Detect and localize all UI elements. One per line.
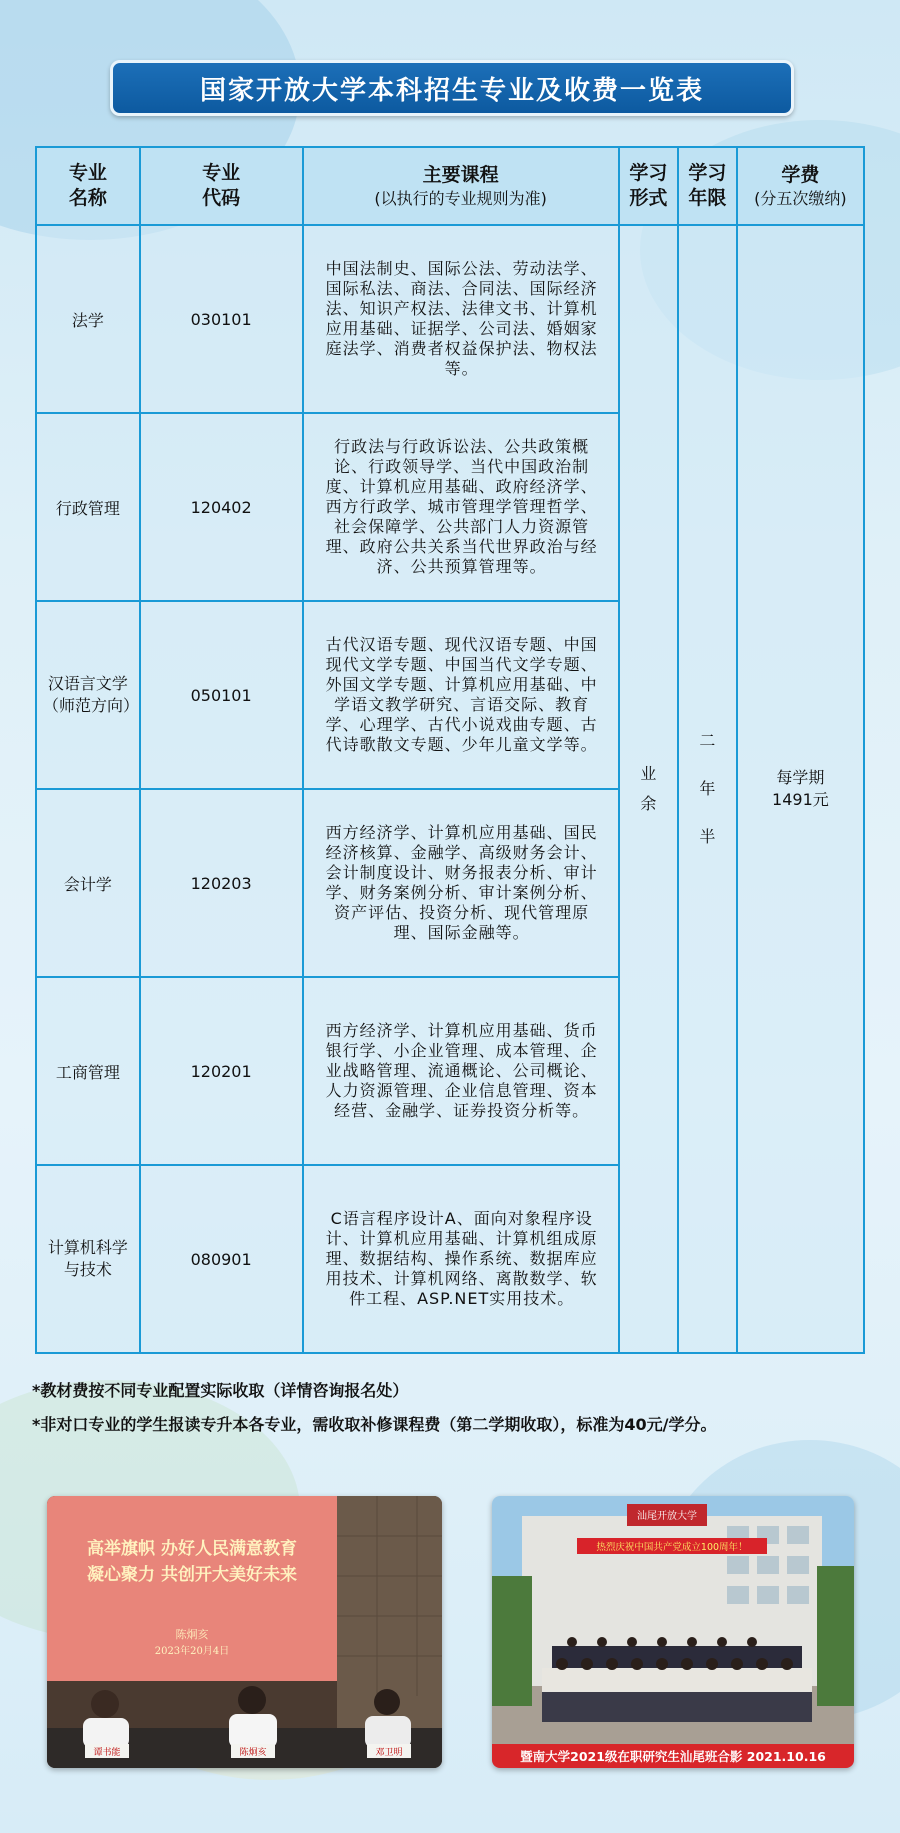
group-photo — [492, 1496, 854, 1768]
header-tuition: 学费 (分五次缴纳) — [737, 147, 864, 225]
major-code: 120203 — [140, 789, 303, 977]
header-study-duration: 学习 年限 — [678, 147, 737, 225]
study-mode-cell: 业 余 — [619, 225, 678, 1353]
meeting-photo — [47, 1496, 442, 1768]
header-study-mode: 学习 形式 — [619, 147, 678, 225]
header-major-name: 专业 名称 — [36, 147, 140, 225]
note-textbook-fee: *教材费按不同专业配置实际收取（详情咨询报名处） — [32, 1381, 409, 1400]
note-supplementary-fee: *非对口专业的学生报读专升本各专业，需收取补修课程费（第二学期收取），标准为40元/学分。 — [32, 1415, 717, 1434]
major-code: 050101 — [140, 601, 303, 789]
nameplate-3: 邓卫明 — [375, 1748, 403, 1758]
tuition-cell: 每学期 1491元 — [737, 225, 864, 1353]
screen-slogan-1: 高举旗帜 办好人民满意教育 — [87, 1539, 297, 1559]
header-main-courses: 主要课程 (以执行的专业规则为准) — [303, 147, 619, 225]
building-sign: 汕尾开放大学 — [637, 1511, 697, 1522]
fee-table — [35, 146, 865, 1354]
group-photo-caption: 暨南大学2021级在职研究生汕尾班合影 2021.10.16 — [520, 1749, 826, 1764]
table-row — [36, 225, 864, 413]
study-duration-cell: 二 年 半 — [678, 225, 737, 1353]
major-name: 计算机科学与技术 — [36, 1165, 140, 1353]
nameplate-1: 谭书能 — [93, 1748, 121, 1758]
screen-slogan-2: 凝心聚力 共创开大美好未来 — [87, 1565, 297, 1585]
page-title: 国家开放大学本科招生专业及收费一览表 — [110, 60, 794, 116]
major-code: 080901 — [140, 1165, 303, 1353]
screen-date: 2023年20月4日 — [154, 1646, 230, 1657]
major-courses: 中国法制史、国际公法、劳动法学、国际私法、商法、合同法、国际经济法、知识产权法、法律文书、计算机应用基础、证据学、公司法、婚姻家庭法学、消费者权益保护法、物权法等。 — [303, 225, 619, 413]
screen-speaker: 陈炯亥 — [175, 1628, 209, 1641]
major-code: 030101 — [140, 225, 303, 413]
major-name: 工商管理 — [36, 977, 140, 1165]
header-major-code: 专业 代码 — [140, 147, 303, 225]
major-courses: 西方经济学、计算机应用基础、货币银行学、小企业管理、成本管理、企业战略管理、流通概论、公司概论、人力资源管理、企业信息管理、资本经营、金融学、证券投资分析等。 — [303, 977, 619, 1165]
major-courses: C语言程序设计A、面向对象程序设计、计算机应用基础、计算机组成原理、数据结构、操作系统、数据库应用技术、计算机网络、离散数学、软件工程、ASP.NET实用技术。 — [303, 1165, 619, 1353]
major-name: 会计学 — [36, 789, 140, 977]
table-header-row — [36, 147, 864, 225]
major-name: 行政管理 — [36, 413, 140, 601]
celebration-banner: 热烈庆祝中国共产党成立100周年！ — [596, 1542, 748, 1553]
major-courses: 行政法与行政诉讼法、公共政策概论、行政领导学、当代中国政治制度、计算机应用基础、政府经济学、西方行政学、城市管理学管理哲学、社会保障学、公共部门人力资源管理、政府公共关系当代世界政治与经济、公共预算管理等。 — [303, 413, 619, 601]
major-courses: 古代汉语专题、现代汉语专题、中国现代文学专题、中国当代文学专题、外国文学专题、计算机应用基础、中学语文教学研究、言语交际、教育学、心理学、古代小说戏曲专题、古代诗歌散文专题、少年儿童文学等。 — [303, 601, 619, 789]
major-name: 法学 — [36, 225, 140, 413]
nameplate-2: 陈炯亥 — [239, 1748, 267, 1758]
major-courses: 西方经济学、计算机应用基础、国民经济核算、金融学、高级财务会计、会计制度设计、财务报表分析、审计学、财务案例分析、审计案例分析、资产评估、投资分析、现代管理原理、国际金融等。 — [303, 789, 619, 977]
major-name: 汉语言文学（师范方向） — [36, 601, 140, 789]
major-code: 120201 — [140, 977, 303, 1165]
major-code: 120402 — [140, 413, 303, 601]
